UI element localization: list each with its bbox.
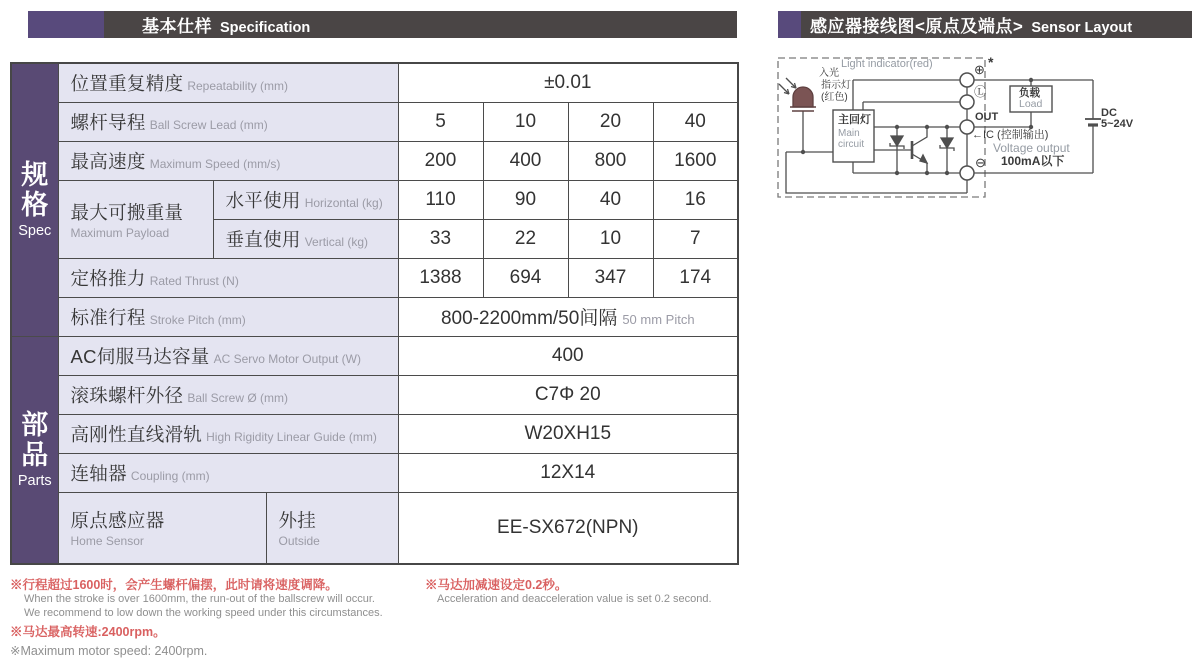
row-coupling-label: 连轴器 Coupling (mm) (58, 453, 398, 492)
sensor-header-title-zh: 感应器接线图<原点及端点> (810, 17, 1024, 36)
vertical-value: 22 (483, 219, 568, 258)
speed-value: 1600 (653, 141, 738, 180)
section-label-parts: 部品 Parts (11, 336, 58, 564)
row-max-speed-label: 最高速度 Maximum Speed (mm/s) (58, 141, 398, 180)
main-circuit-label-en1: Main (838, 128, 860, 139)
light-arrows-icon (779, 78, 796, 94)
vertical-value: 7 (653, 219, 738, 258)
vertical-value: 33 (398, 219, 483, 258)
footnotes-right (425, 577, 712, 607)
row-max-payload-label: 最大可搬重量 Maximum Payload (58, 180, 213, 258)
repeatability-value: ±0.01 (398, 63, 738, 102)
note-motor-en: ※Maximum motor speed: 2400rpm. (10, 644, 208, 658)
led-label-line1: 入光 (819, 68, 839, 79)
note-stroke-zh: ※行程超过1600时，会产生螺杆偏摆，此时请将速度调降。 (10, 578, 338, 592)
footnotes-left (10, 577, 383, 659)
l-terminal-symbol: Ⓛ (974, 85, 987, 99)
home-sensor-value: EE-SX672(NPN) (398, 492, 738, 564)
horizontal-value: 16 (653, 180, 738, 219)
sensor-layout-header (778, 11, 1192, 38)
speed-value: 400 (483, 141, 568, 180)
lead-value: 20 (568, 102, 653, 141)
row-servo-motor-label: AC伺服马达容量 AC Servo Motor Output (W) (58, 336, 398, 375)
row-rated-thrust-label: 定格推力 Rated Thrust (N) (58, 258, 398, 297)
lead-value: 5 (398, 102, 483, 141)
main-circuit-label-en2: circuit (838, 139, 865, 150)
linear-guide-value: W20XH15 (398, 414, 738, 453)
terminal-plus (960, 73, 974, 87)
row-horizontal-label: 水平使用 Horizontal (kg) (213, 180, 398, 219)
spec-section-header (28, 11, 737, 38)
ball-screw-dia-value: C7Φ 20 (398, 375, 738, 414)
load-label-en: Load (1019, 98, 1043, 110)
note-stroke-en1: When the stroke is over 1600mm, the run-out of the ballscrew will occur. (24, 593, 375, 605)
horizontal-value: 110 (398, 180, 483, 219)
out-terminal-label: OUT (975, 111, 999, 123)
row-outside-label: 外挂 Outside (266, 492, 398, 564)
note-motor-zh: ※马达最高转速:2400rpm。 (10, 625, 166, 639)
battery-icon (1085, 119, 1101, 125)
asterisk-mark: * (988, 54, 994, 70)
note-accel-en: Acceleration and deacceleration value is set 0.2 second. (437, 593, 712, 605)
sensor-wiring-diagram (775, 50, 1200, 215)
lead-value: 40 (653, 102, 738, 141)
note-accel-zh: ※马达加减速设定0.2秒。 (425, 578, 568, 592)
npn-transistor-icon (912, 127, 927, 173)
speed-value: 800 (568, 141, 653, 180)
coupling-value: 12X14 (398, 453, 738, 492)
voltage-output-label: Voltage output (993, 141, 1070, 155)
sensor-header-title-en: Sensor Layout (1031, 20, 1133, 36)
purple-accent-block (28, 11, 104, 38)
thrust-value: 174 (653, 258, 738, 297)
dc-range-label: 5~24V (1101, 118, 1134, 130)
lead-value: 10 (483, 102, 568, 141)
note-stroke-en2: We recommend to low down the working speed under this circumstances. (24, 606, 383, 619)
row-ball-screw-lead-label: 螺杆导程 Ball Screw Lead (mm) (58, 102, 398, 141)
led-label-line2: 指示灯 (821, 80, 851, 91)
row-ball-screw-dia-label: 滚珠螺杆外径 Ball Screw Ø (mm) (58, 375, 398, 414)
light-indicator-label: Light indicator(red) (841, 58, 933, 70)
row-vertical-label: 垂直使用 Vertical (kg) (213, 219, 398, 258)
zener-diode-icon (940, 127, 954, 173)
vertical-value: 10 (568, 219, 653, 258)
load-label-zh: 负载 (1019, 87, 1040, 99)
dc-label: DC (1101, 107, 1117, 119)
speed-value: 200 (398, 141, 483, 180)
spec-header-title-zh: 基本仕样 (142, 17, 212, 36)
led-label-line3: (红色) (821, 92, 848, 103)
servo-motor-value: 400 (398, 336, 738, 375)
thrust-value: 1388 (398, 258, 483, 297)
terminal-minus (960, 166, 974, 180)
specification-table (10, 62, 739, 565)
row-linear-guide-label: 高刚性直线滑轨 High Rigidity Linear Guide (mm) (58, 414, 398, 453)
section-label-spec: 规格 Spec (11, 63, 58, 336)
minus-terminal-symbol: ⊖ (975, 155, 986, 170)
spec-header-title-en: Specification (220, 20, 311, 36)
ic-output-label: ←IC (控制输出) (972, 129, 1049, 141)
row-home-sensor-label: 原点感应器 Home Sensor (58, 492, 266, 564)
stroke-pitch-value: 800-2200mm/50间隔 50 mm Pitch (398, 297, 738, 336)
current-limit-label: 100mA以下 (1001, 154, 1065, 168)
led-indicator-icon (790, 87, 816, 111)
horizontal-value: 90 (483, 180, 568, 219)
thrust-value: 347 (568, 258, 653, 297)
main-circuit-label-zh: 主回灯 (838, 114, 871, 126)
terminal-l (960, 95, 974, 109)
plus-terminal-symbol: ⊕ (974, 62, 985, 77)
row-stroke-pitch-label: 标准行程 Stroke Pitch (mm) (58, 297, 398, 336)
purple-accent-block (778, 11, 801, 38)
thrust-value: 694 (483, 258, 568, 297)
row-repeatability-label: 位置重复精度 Repeatability (mm) (58, 63, 398, 102)
horizontal-value: 40 (568, 180, 653, 219)
